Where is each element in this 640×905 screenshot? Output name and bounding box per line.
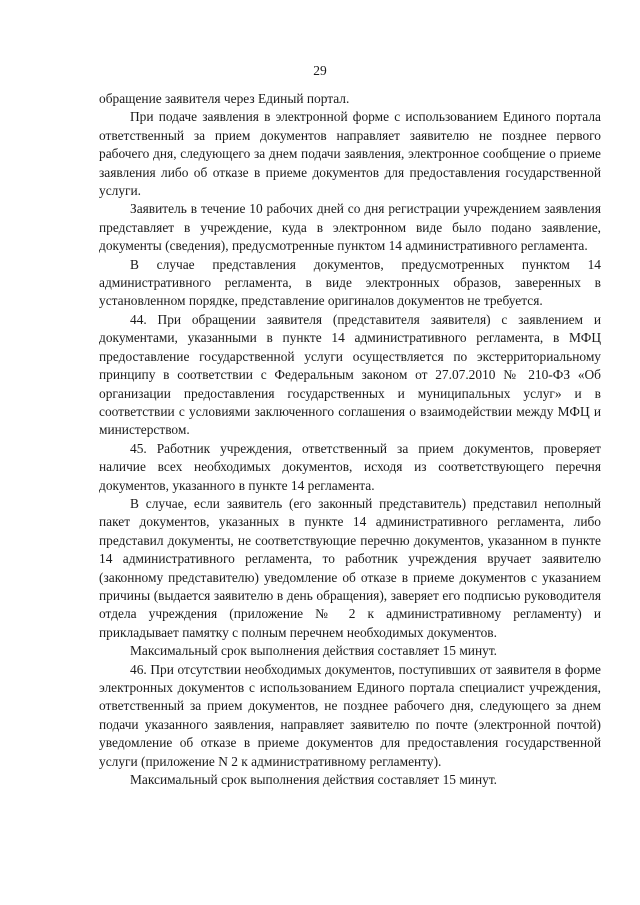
paragraph-max-time-1: Максимальный срок выполнения действия составляет 15 минут.: [130, 643, 498, 659]
paragraph-electronic-images: В случае представления документов, предусмотренных пунктом 14 административного регламента, в виде электронных образов, заверенных в установленном порядке, представление оригиналов документов не требуется.: [99, 256, 601, 309]
paragraph-ten-days: Заявитель в течение 10 рабочих дней со дня регистрации учреждением заявления представляет в учреждение, куда в электронном виде было подано заявление, документы (сведения), предусмотренные пунктом 14 административного регламента.: [99, 201, 601, 254]
paragraph-electronic-submission: При подаче заявления в электронной форме с использованием Единого портала ответственный за прием документов направляет заявителю не позднее первого рабочего дня, следующего за днем подачи заявления, электронное сообщение о приеме заявления либо об отказе в приеме документов для предоставления государственной услуги.: [99, 109, 601, 199]
paragraph-clause-46: 46. При отсутствии необходимых документов, поступивших от заявителя в форме электронных документов с использованием Единого портала специалист учреждения, ответственный за прием документов, не позднее рабочего дня, следующего за днем подачи указанного заявления, направляет заявителю по почте (электронной почтой) уведомление об отказе в приеме документов для предоставления государственной услуги (приложение N 2 к административному регламенту).: [99, 661, 601, 769]
paragraph-continuation: обращение заявителя через Единый портал.: [99, 91, 350, 106]
paragraph-max-time-2: Максимальный срок выполнения действия составляет 15 минут.: [130, 772, 498, 788]
paragraph-clause-45: 45. Работник учреждения, ответственный за прием документов, проверяет наличие всех необходимых документов, исходя из соответствующего перечня документов, указанного в пункте 14 регламента.: [99, 440, 601, 493]
document-body: [99, 90, 601, 789]
page-number: 29: [313, 63, 327, 78]
paragraph-clause-44: 44. При обращении заявителя (представителя заявителя) с заявлением и документами, указанными в пункте 14 административного регламента, в МФЦ предоставление государственной услуги осуществляется по экстерриториальному принципу в соответствии с Федеральным законом от 27.07.2010 № 210-ФЗ «Об организации предоставления государственных и муниципальных услуг» и в соответствии с условиями заключенного соглашения о взаимодействии между МФЦ и министерством.: [99, 311, 601, 438]
paragraph-incomplete-package: В случае, если заявитель (его законный представитель) представил неполный пакет документов, указанных в пункте 14 административного регламента, либо представил документы, не соответствующие перечню документов, указанном в пункте 14 административного регламента, то работник учреждения вручает заявителю (законному представителю) уведомление об отказе в приеме документов с указанием причины (выдается заявителю в день обращения), заверяет его подписью руководителя отдела учреждения (приложение № 2 к административному регламенту) и прикладывает памятку с полным перечнем необходимых документов.: [99, 495, 601, 640]
